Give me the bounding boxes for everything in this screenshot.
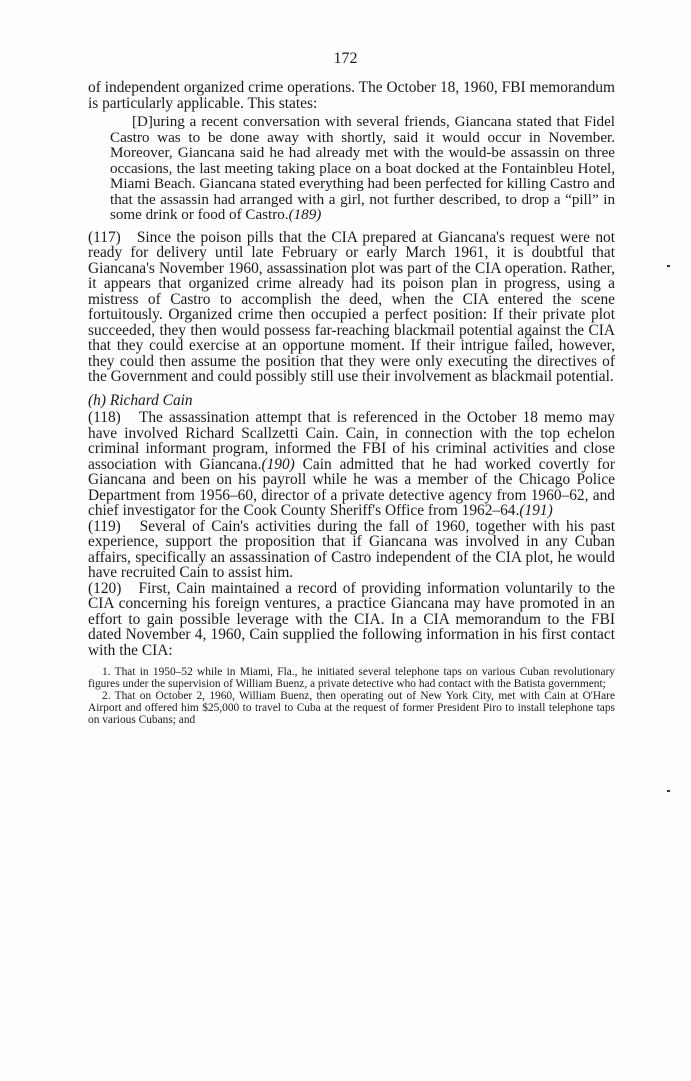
section-letter: (h) bbox=[88, 391, 106, 409]
citation: (191) bbox=[519, 502, 553, 519]
paragraph-text: The assassination attempt that is referenced in the October 18 memo may have involved Richard Scallzetti Cain. Cain, in connection with the top echelon criminal informant program, informed the FBI of his criminal activities and close association with Giancana. bbox=[88, 409, 616, 473]
paragraph-119 bbox=[88, 519, 615, 581]
intro-paragraph: of independent organized crime operations. The October 18, 1960, FBI memorandum is particularly applicable. This states: bbox=[88, 79, 615, 112]
section-title: Richard Cain bbox=[109, 391, 193, 409]
paragraph-number: (120) bbox=[88, 579, 122, 597]
paragraph-text: Since the poison pills that the CIA prepared at Giancana's request were not ready for delivery until late February or early March 1961, it is doubtful that Giancana's November 1960, assassination plot was part of the CIA operation. Rather, it appears that organized crime already had its poison plan in progress, using a mistress of Castro to accomplish the deed, when the CIA entered the scene fortuitously. Organized crime then occupied a perfect position: If their private plot succeeded, they then would possess far-reaching blackmail potential against the CIA that they could exercise at an opportune moment. If their intrigue failed, however, they could then assume the position that they were only executing the directives of the Government and could possibly still use their involvement as blackmail potential. bbox=[88, 228, 615, 385]
paragraph-text: Several of Cain's activities during the fall of 1960, together with his past experience, support the proposition that if Giancana was involved in any Cuban affairs, specifically an assassination of Castro independent of the CIA plot, he would have recruited Cain to assist him. bbox=[88, 517, 616, 581]
section-heading bbox=[88, 393, 615, 409]
margin-mark bbox=[667, 265, 670, 267]
citation: (189) bbox=[288, 207, 322, 223]
numbered-list bbox=[88, 666, 615, 726]
list-item: 2. That on October 2, 1960, William Buenz, then operating out of New York City, met with Cain at O'Hare Airport and offered him $25,000 to travel to Cuba at the request of former President Piro to install telephone taps on various Cubans; and bbox=[88, 690, 615, 726]
paragraph-number: (117) bbox=[88, 228, 121, 246]
margin-mark bbox=[667, 790, 670, 792]
list-item: 1. That in 1950–52 while in Miami, Fla., he initiated several telephone taps on various Cuban revolutionary figures under the supervision of William Buenz, a private detective who had contact with the Batista government; bbox=[88, 666, 615, 690]
paragraph-118 bbox=[88, 410, 615, 519]
paragraph-120 bbox=[88, 581, 615, 659]
paragraph-117 bbox=[88, 230, 615, 385]
page-number: 172 bbox=[333, 50, 358, 67]
paragraph-text: Cain admitted that he had worked covertly for Giancana and been on his payroll while he was a member of the Chicago Police Department from 1956–60, director of a private detective agency from 1960–62, and chief investigator for the Cook County Sheriff's Office from 1962–64. bbox=[88, 455, 615, 519]
paragraph-text: First, Cain maintained a record of providing information voluntarily to the CIA concerning his foreign ventures, a practice Giancana may have promoted in an effort to gain possible leverage with the CIA. In a CIA memorandum to the FBI dated November 4, 1960, Cain supplied the following information in his first contact with the CIA: bbox=[88, 579, 616, 659]
quote-text: [D]uring a recent conversation with several friends, Giancana stated that Fidel Castro was to be done away with shortly, said it would occur in November. Moreover, Giancana said he had already met with the would-be assassin on three occasions, the last meeting taking place on a boat docked at the Fontainbleu Hotel, Miami Beach. Giancana stated everything had been perfected for killing Castro and that the assassin had arranged with a girl, not further described, to drop a “pill” in some drink or food of Castro. bbox=[110, 114, 615, 223]
block-quote bbox=[110, 115, 615, 224]
paragraph-number: (119) bbox=[88, 517, 121, 535]
paragraph-number: (118) bbox=[88, 409, 121, 426]
citation: (190) bbox=[261, 455, 295, 473]
document-body bbox=[88, 80, 615, 726]
